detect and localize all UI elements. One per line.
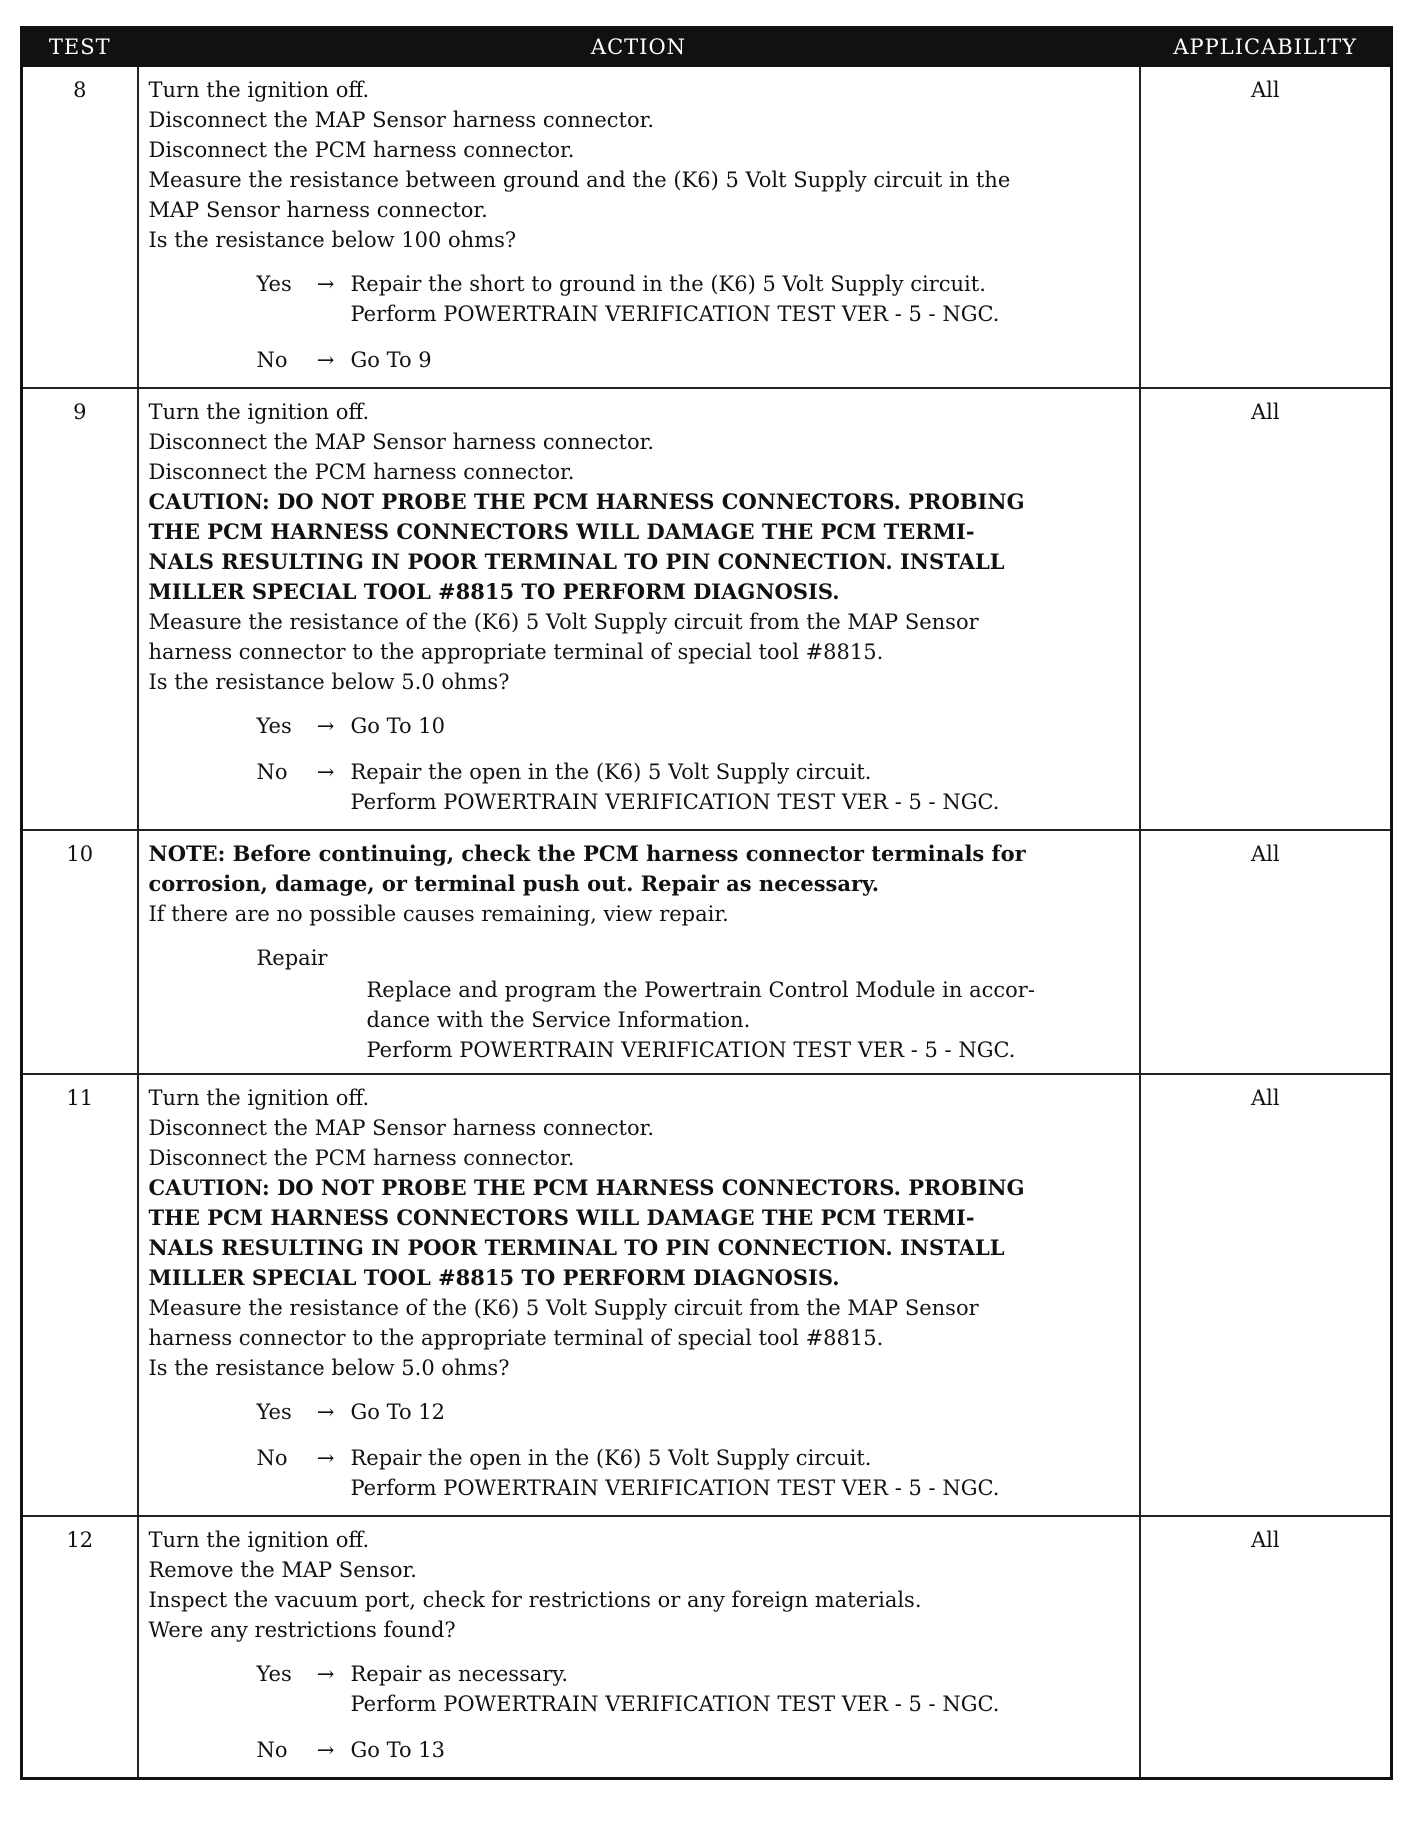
instruction-line: Remove the MAP Sensor.: [148, 1558, 417, 1582]
instruction-line: Disconnect the MAP Sensor harness connector.: [148, 1116, 654, 1140]
caution-note-line: THE PCM HARNESS CONNECTORS WILL DAMAGE THE PCM TERMI-: [148, 1205, 975, 1230]
branch-result-line: Go To 13: [350, 1738, 446, 1762]
caution-note-line: CAUTION: DO NOT PROBE THE PCM HARNESS CONNECTORS. PROBING: [148, 489, 1025, 514]
header-test: TEST: [22, 28, 138, 67]
no-branch: [257, 1735, 1131, 1765]
branch-label: No: [256, 760, 288, 784]
instruction-line: Measure the resistance between ground and the (K6) 5 Volt Supply circuit in the: [148, 168, 1011, 192]
branch-label: Yes: [256, 714, 292, 738]
no-branch: [257, 1443, 1131, 1503]
caution-note-line: MILLER SPECIAL TOOL #8815 TO PERFORM DIAGNOSIS.: [148, 579, 840, 604]
branch-result-line: Repair the short to ground in the (K6) 5 Volt Supply circuit.: [350, 272, 986, 296]
yes-branch: [257, 269, 1131, 329]
branch-result: [351, 757, 1131, 817]
action-cell: [138, 66, 1140, 388]
branch-result-line: Repair the open in the (K6) 5 Volt Supply circuit.: [350, 760, 872, 784]
right-arrow-icon: →: [316, 1400, 335, 1424]
header-applicability: APPLICABILITY: [1140, 28, 1392, 67]
right-arrow-icon: →: [316, 348, 335, 372]
diagnostic-test-document: [20, 26, 1390, 1780]
branch-result-line: Perform POWERTRAIN VERIFICATION TEST VER - 5 - NGC.: [350, 1692, 1000, 1716]
branch-label: No: [256, 1738, 288, 1762]
instruction-line: Inspect the vacuum port, check for restrictions or any foreign materials.: [148, 1588, 922, 1612]
instruction-line: Turn the ignition off.: [148, 400, 370, 424]
no-branch: [257, 757, 1131, 817]
instruction-line: Turn the ignition off.: [148, 78, 370, 102]
right-arrow-icon: →: [316, 1662, 335, 1686]
branch-result: [351, 345, 1131, 375]
applicability-value: All: [1140, 66, 1392, 388]
right-arrow-icon: →: [316, 760, 335, 784]
test-row: [22, 66, 1392, 388]
branch-label: No: [256, 1446, 288, 1470]
yes-branch: [257, 1397, 1131, 1427]
instruction-line: Disconnect the MAP Sensor harness connector.: [148, 108, 654, 132]
table-header-row: [22, 28, 1392, 67]
branch-result-line: Perform POWERTRAIN VERIFICATION TEST VER - 5 - NGC.: [350, 1476, 1000, 1500]
instruction-line: harness connector to the appropriate terminal of special tool #8815.: [148, 1326, 884, 1350]
instruction-line: Disconnect the PCM harness connector.: [148, 1146, 575, 1170]
instruction-line: Measure the resistance of the (K6) 5 Volt Supply circuit from the MAP Sensor: [148, 610, 979, 634]
action-cell: [138, 388, 1140, 830]
applicability-value: All: [1140, 1074, 1392, 1516]
repair-line: dance with the Service Information.: [366, 1008, 751, 1032]
applicability-value: All: [1140, 830, 1392, 1074]
caution-note-line: THE PCM HARNESS CONNECTORS WILL DAMAGE THE PCM TERMI-: [148, 519, 975, 544]
diagnostic-test-table: [20, 26, 1393, 1780]
branch-result-line: Go To 12: [350, 1400, 446, 1424]
test-number: 9: [22, 388, 138, 830]
branch-result: [351, 711, 1131, 741]
action-cell: [138, 830, 1140, 1074]
instruction-line: Is the resistance below 5.0 ohms?: [148, 1356, 510, 1380]
test-number: 8: [22, 66, 138, 388]
caution-note-line: NALS RESULTING IN POOR TERMINAL TO PIN CONNECTION. INSTALL: [148, 1235, 1005, 1260]
yes-branch: [257, 711, 1131, 741]
test-number: 10: [22, 830, 138, 1074]
test-number: 12: [22, 1516, 138, 1779]
applicability-value: All: [1140, 388, 1392, 830]
instruction-line: Were any restrictions found?: [148, 1618, 456, 1642]
right-arrow-icon: →: [316, 272, 335, 296]
instruction-line: Disconnect the PCM harness connector.: [148, 138, 575, 162]
caution-note-line: NOTE: Before continuing, check the PCM harness connector terminals for: [148, 841, 1026, 866]
branch-result-line: Perform POWERTRAIN VERIFICATION TEST VER - 5 - NGC.: [350, 302, 1000, 326]
instruction-line: Is the resistance below 100 ohms?: [148, 228, 517, 252]
right-arrow-icon: →: [316, 714, 335, 738]
instruction-line: If there are no possible causes remaining, view repair.: [148, 902, 729, 926]
branch-list: [149, 1397, 1131, 1503]
test-row: [22, 1074, 1392, 1516]
right-arrow-icon: →: [316, 1446, 335, 1470]
repair-label: Repair: [256, 946, 328, 970]
applicability-value: All: [1140, 1516, 1392, 1779]
instruction-line: MAP Sensor harness connector.: [148, 198, 488, 222]
branch-result: [351, 1659, 1131, 1719]
repair-line: Perform POWERTRAIN VERIFICATION TEST VER - 5 - NGC.: [366, 1038, 1016, 1062]
instruction-line: Measure the resistance of the (K6) 5 Volt Supply circuit from the MAP Sensor: [148, 1296, 979, 1320]
no-branch: [257, 345, 1131, 375]
repair-line: Replace and program the Powertrain Control Module in accor-: [366, 978, 1035, 1002]
branch-result-line: Go To 10: [350, 714, 446, 738]
header-action: ACTION: [138, 28, 1140, 67]
branch-result: [351, 269, 1131, 329]
instruction-line: harness connector to the appropriate terminal of special tool #8815.: [148, 640, 884, 664]
branch-result-line: Repair the open in the (K6) 5 Volt Supply circuit.: [350, 1446, 872, 1470]
action-cell: [138, 1516, 1140, 1779]
caution-note-line: CAUTION: DO NOT PROBE THE PCM HARNESS CONNECTORS. PROBING: [148, 1175, 1025, 1200]
branch-label: No: [256, 348, 288, 372]
repair-instructions: [367, 975, 1131, 1065]
test-row: [22, 1516, 1392, 1779]
instruction-line: Is the resistance below 5.0 ohms?: [148, 670, 510, 694]
branch-result: [351, 1443, 1131, 1503]
instruction-line: Turn the ignition off.: [148, 1528, 370, 1552]
instruction-line: Turn the ignition off.: [148, 1086, 370, 1110]
branch-label: Yes: [256, 1662, 292, 1686]
caution-note-line: corrosion, damage, or terminal push out. Repair as necessary.: [148, 871, 880, 896]
branch-result: [351, 1397, 1131, 1427]
instruction-line: Disconnect the MAP Sensor harness connector.: [148, 430, 654, 454]
branch-label: Yes: [256, 272, 292, 296]
instruction-line: Disconnect the PCM harness connector.: [148, 460, 575, 484]
action-cell: [138, 1074, 1140, 1516]
caution-note-line: NALS RESULTING IN POOR TERMINAL TO PIN CONNECTION. INSTALL: [148, 549, 1005, 574]
yes-branch: [257, 1659, 1131, 1719]
branch-list: [149, 1659, 1131, 1765]
branch-result-line: Go To 9: [350, 348, 432, 372]
right-arrow-icon: →: [316, 1738, 335, 1762]
branch-label: Yes: [256, 1400, 292, 1424]
test-row: [22, 830, 1392, 1074]
test-row: [22, 388, 1392, 830]
caution-note-line: MILLER SPECIAL TOOL #8815 TO PERFORM DIAGNOSIS.: [148, 1265, 840, 1290]
branch-list: [149, 269, 1131, 375]
branch-list: [149, 711, 1131, 817]
test-number: 11: [22, 1074, 138, 1516]
branch-result-line: Repair as necessary.: [350, 1662, 569, 1686]
branch-result: [351, 1735, 1131, 1765]
branch-result-line: Perform POWERTRAIN VERIFICATION TEST VER - 5 - NGC.: [350, 790, 1000, 814]
